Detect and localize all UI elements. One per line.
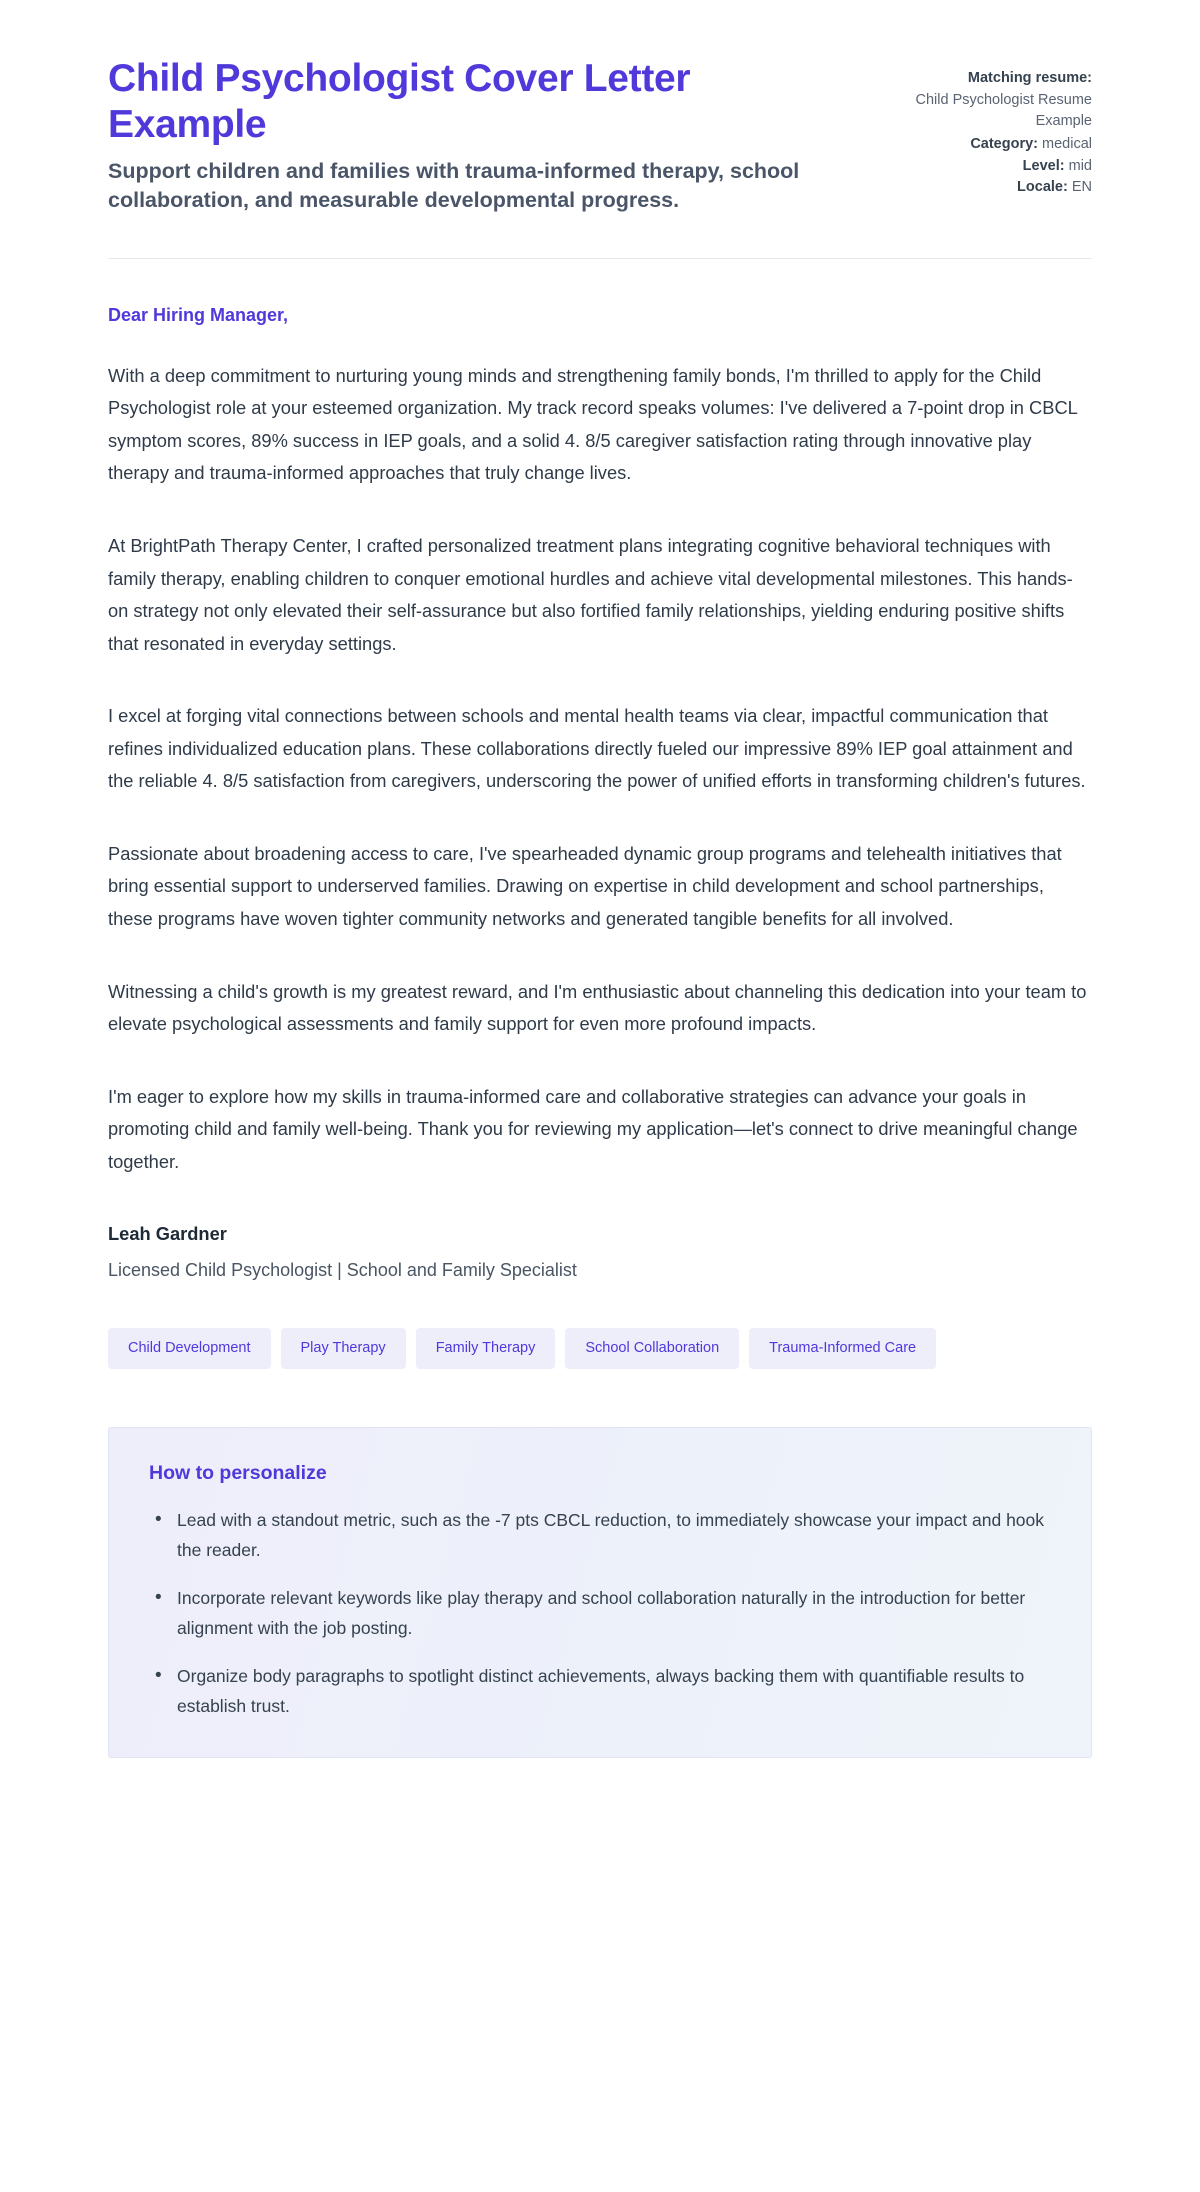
cover-letter-body bbox=[108, 259, 1092, 1369]
page-title: Child Psychologist Cover Letter Example bbox=[108, 57, 691, 146]
skill-chip-list bbox=[108, 1328, 1092, 1369]
meta-matching-resume-label: Matching resume: bbox=[967, 70, 1092, 86]
letter-paragraph: I excel at forging vital connections between schools and mental health teams via clear, impactful communication that refines individualized education plans. These collaborations directly fueled our impressive 89% IEP goal attainment and the reliable 4. 8/5 satisfaction from caregivers, underscoring the power of unified efforts in transforming children's futures. bbox=[108, 705, 1086, 792]
skill-chip[interactable]: Family Therapy bbox=[416, 1328, 556, 1369]
letter-signature bbox=[108, 1218, 1092, 1284]
letter-paragraphs bbox=[108, 360, 1092, 1179]
letter-paragraph: I'm eager to explore how my skills in trauma-informed care and collaborative strategies can advance your goals in promoting child and family well-being. Thank you for reviewing my application—let's connect to drive meaningful change together. bbox=[108, 1085, 1078, 1172]
callout-title: How to personalize bbox=[149, 1461, 327, 1484]
letter-paragraph: At BrightPath Therapy Center, I crafted personalized treatment plans integrating cognitive behavioral techniques with family therapy, enabling children to conquer emotional hurdles and achieve vital developmental milestones. This hands-on strategy not only elevated their self-assurance but also fortified family relationships, yielding enduring positive shifts that resonated in everyday settings. bbox=[108, 534, 1073, 654]
meta-category bbox=[862, 134, 1092, 156]
document-metadata bbox=[862, 56, 1092, 199]
signature-name: Leah Gardner bbox=[108, 1223, 227, 1245]
skill-chip[interactable]: Trauma-Informed Care bbox=[749, 1328, 936, 1369]
skill-chip[interactable]: Child Development bbox=[108, 1328, 271, 1369]
callout-tip-list bbox=[149, 1505, 1051, 1722]
skill-chip[interactable]: School Collaboration bbox=[565, 1328, 739, 1369]
page-subtitle: Support children and families with trauma-informed therapy, school collaboration, and measurable developmental progress. bbox=[108, 159, 800, 213]
letter-paragraph: With a deep commitment to nurturing young minds and strengthening family bonds, I'm thrilled to apply for the Child Psychologist role at your esteemed organization. My track record speaks volumes: I've delivered a 7-point drop in CBCL symptom scores, 89% success in IEP goals, and a solid 4. 8/5 caregiver satisfaction rating through innovative play therapy and trauma-informed approaches that truly change lives. bbox=[108, 364, 1078, 484]
meta-category-label: Category: bbox=[970, 135, 1038, 152]
meta-category-value: medical bbox=[1042, 135, 1092, 152]
letter-paragraph: Passionate about broadening access to care, I've spearheaded dynamic group programs and telehealth initiatives that bring essential support to underserved families. Drawing on expertise in child development and school partnerships, these programs have woven tighter community networks and generated tangible benefits for all involved. bbox=[108, 842, 1062, 930]
meta-level-value: mid bbox=[1068, 157, 1092, 174]
meta-locale-value: EN bbox=[1071, 179, 1092, 196]
meta-locale-label: Locale: bbox=[1017, 179, 1068, 196]
letter-salutation: Dear Hiring Manager, bbox=[108, 304, 289, 325]
personalize-callout bbox=[108, 1427, 1092, 1759]
callout-tip-item: • Lead with a standout metric, such as the -7 pts CBCL reduction, to immediately showcase your impact and hook the reader. bbox=[149, 1505, 1051, 1565]
meta-level bbox=[862, 156, 1092, 178]
meta-locale bbox=[862, 177, 1092, 199]
meta-matching-resume-value[interactable]: Child Psychologist Resume Example bbox=[915, 91, 1092, 129]
callout-tip-item: • Organize body paragraphs to spotlight distinct achievements, always backing them with quantifiable results to establish trust. bbox=[149, 1661, 1051, 1721]
skill-chip[interactable]: Play Therapy bbox=[281, 1328, 406, 1369]
page-header bbox=[108, 0, 1092, 216]
meta-matching-resume bbox=[862, 68, 1092, 132]
callout-tip-item: • Incorporate relevant keywords like play therapy and school collaboration naturally in the introduction for better alignment with the job posting. bbox=[149, 1583, 1051, 1643]
letter-paragraph: Witnessing a child's growth is my greatest reward, and I'm enthusiastic about channeling this dedication into your team to elevate psychological assessments and family support for even more profound impacts. bbox=[108, 980, 1087, 1035]
meta-level-label: Level: bbox=[1022, 157, 1065, 174]
signature-role: Licensed Child Psychologist | School and Family Specialist bbox=[108, 1259, 577, 1280]
header-title-block bbox=[108, 56, 822, 216]
